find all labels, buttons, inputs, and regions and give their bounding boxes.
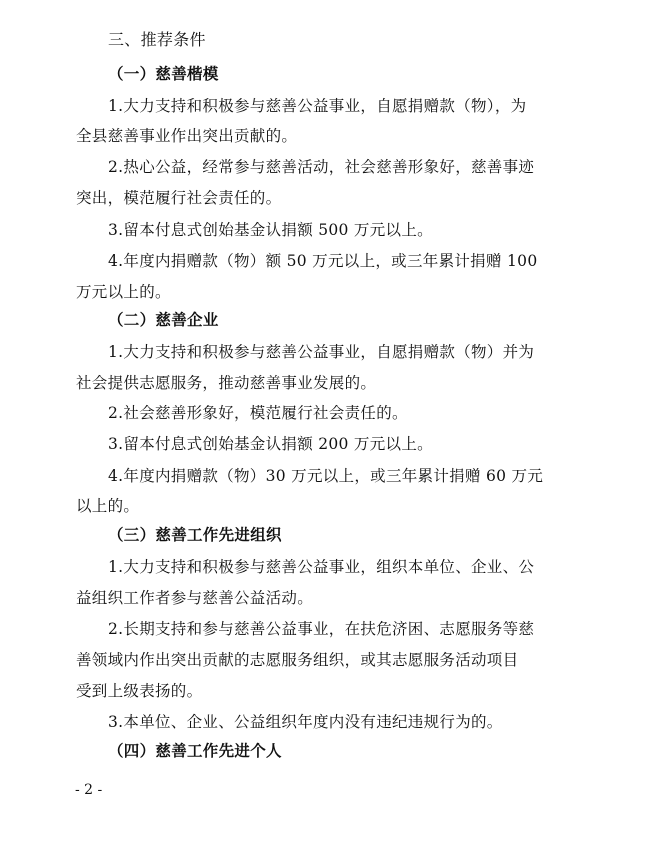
group-heading-4: （四）慈善工作先进个人 <box>108 741 282 760</box>
paragraph-line: 1.大力支持和积极参与慈善公益事业，组织本单位、企业、公 <box>108 558 535 576</box>
paragraph-line: 善领域内作出突出贡献的志愿服务组织，或其志愿服务活动项目 <box>76 651 519 669</box>
paragraph-line: 以上的。 <box>76 497 140 515</box>
paragraph-line: 全县慈善事业作出突出贡献的。 <box>76 127 298 145</box>
group-heading-1: （一）慈善楷模 <box>108 64 219 83</box>
paragraph-line: 4.年度内捐赠款（物）额 50 万元以上，或三年累计捐赠 100 <box>108 252 538 270</box>
section-title: 三、推荐条件 <box>108 30 206 49</box>
page-number: - 2 - <box>75 782 103 798</box>
paragraph-line: 2.社会慈善形象好，模范履行社会责任的。 <box>108 404 408 422</box>
paragraph-line: 1.大力支持和积极参与慈善公益事业，自愿捐赠款（物），为 <box>108 97 527 115</box>
paragraph-line: 万元以上的。 <box>76 283 171 301</box>
paragraph-line: 社会提供志愿服务，推动慈善事业发展的。 <box>76 374 377 392</box>
group-heading-3: （三）慈善工作先进组织 <box>108 525 282 544</box>
paragraph-line: 3.本单位、企业、公益组织年度内没有违纪违规行为的。 <box>108 713 503 731</box>
paragraph-line: 2.长期支持和参与慈善公益事业，在扶危济困、志愿服务等慈 <box>108 620 535 638</box>
paragraph-line: 3.留本付息式创始基金认捐额 500 万元以上。 <box>108 221 433 239</box>
group-heading-2: （二）慈善企业 <box>108 310 219 329</box>
paragraph-line: 2.热心公益，经常参与慈善活动，社会慈善形象好，慈善事迹 <box>108 158 535 176</box>
paragraph-line: 3.留本付息式创始基金认捐额 200 万元以上。 <box>108 435 433 453</box>
paragraph-line: 益组织工作者参与慈善公益活动。 <box>76 589 314 607</box>
paragraph-line: 4.年度内捐赠款（物）30 万元以上，或三年累计捐赠 60 万元 <box>108 467 544 485</box>
paragraph-line: 1.大力支持和积极参与慈善公益事业，自愿捐赠款（物）并为 <box>108 343 535 361</box>
paragraph-line: 突出，模范履行社会责任的。 <box>76 189 282 207</box>
paragraph-line: 受到上级表扬的。 <box>76 682 203 700</box>
